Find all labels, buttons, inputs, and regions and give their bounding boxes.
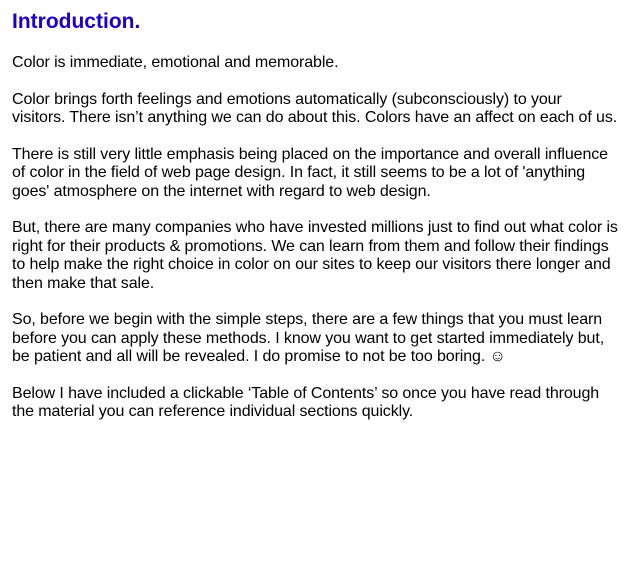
paragraph-1: Color is immediate, emotional and memorable. [12, 54, 339, 71]
paragraph-2: Color brings forth feelings and emotions automatically (subconsciously) to your visitors. There isn’t anything we can do about this. Colors have an affect on each of us. [12, 90, 618, 126]
section-heading: Introduction. [12, 10, 141, 33]
paragraph-4: But, there are many companies who have invested millions just to find out what color is right for their products & promotions. We can learn from them and follow their findings to help make the right choice in color on our sites to keep our visitors there longer and then make that sale. [12, 219, 618, 292]
paragraph-3: There is still very little emphasis being placed on the importance and overall influence of color in the field of web page design. In fact, it still seems to be a lot of 'anything goes' atmosphere on the internet with regard to web design. [12, 145, 608, 200]
paragraph-6: Below I have included a clickable ‘Table of Contents’ so once you have read through the material you can reference individual sections quickly. [12, 384, 600, 420]
paragraph-5: So, before we begin with the simple steps, there are a few things that you must learn before you can apply these methods. I know you want to get started immediately but, be patient and all will be revealed. I do promise to not be too boring. ☺ [12, 311, 605, 365]
document-page [12, 8, 618, 440]
